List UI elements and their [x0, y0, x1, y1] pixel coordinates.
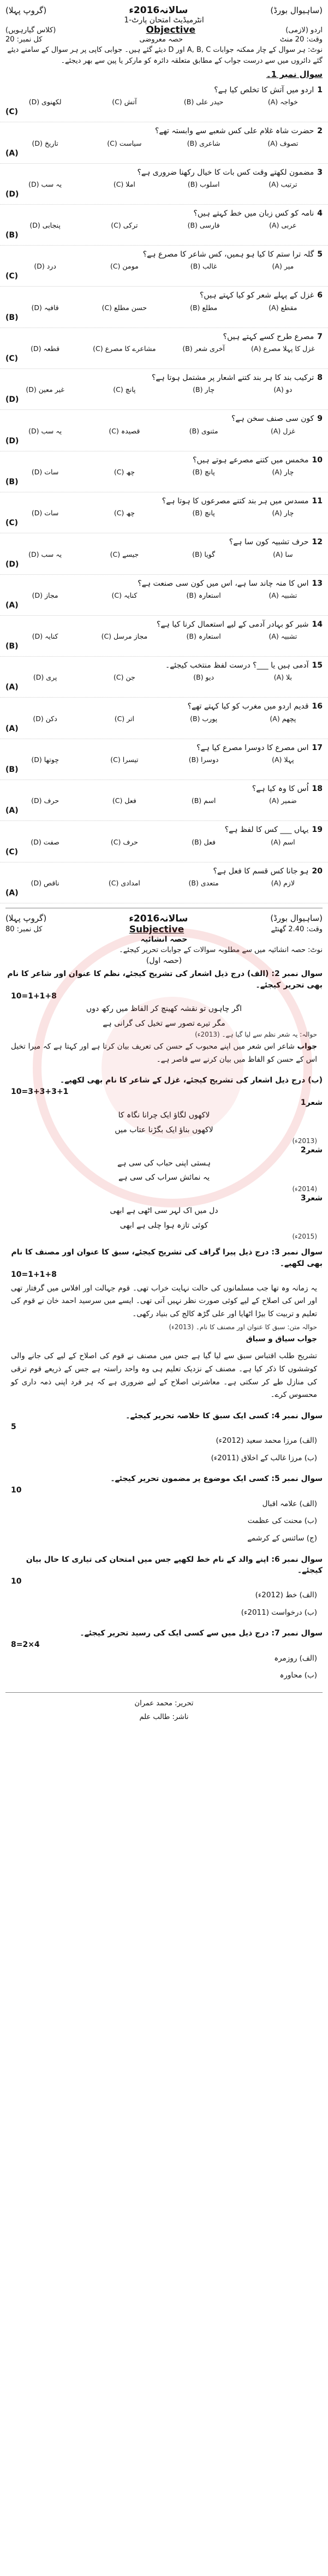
subjective-header — [0, 913, 328, 924]
question-2b — [0, 1072, 328, 1244]
mcq-option: (D) صفت — [31, 837, 59, 846]
mcq-options — [5, 427, 323, 435]
mcq-option: (A) چار — [272, 467, 294, 476]
sher-line: کوئی تازہ ہوا چلی ہے ابھی — [120, 1221, 208, 1230]
mcq-item — [0, 369, 328, 410]
footer-divider — [5, 1692, 323, 1693]
q5-item: (ب) محنت کی عظمت — [247, 1516, 317, 1526]
mcq-option: (B) اسلوب — [187, 180, 220, 188]
question-6 — [0, 1551, 328, 1625]
q3-answer-text: تشریح طلب اقتباس سبق سے لیا گیا ہے جس میں مصنف نے قوم کی اصلاح کے لیے کی جانے والی کوششوں کا ذکر کیا ہے۔ مصنف کے نزدیک تعلیم ہی وہ واحد راستہ ہے جس کے ذریعے قوم ترقی کی منازل طے کر سکتی ہے۔ معاشرتی اصلاح کے لیے ضروری ہے کہ ہر فرد اپنی ذمہ داری کو محسوس کرے۔ — [11, 1352, 317, 1400]
mcq-options — [5, 715, 323, 723]
mcq-option: (D) تاریخ — [32, 139, 58, 147]
mcq-option: (D) غیر معین — [26, 385, 64, 394]
mcq-answer: (C) — [5, 847, 19, 856]
mcq-text: مصرع طرح کسے کہتے ہیں؟ — [223, 332, 314, 341]
mcq-question — [5, 660, 323, 671]
mcq-question — [5, 783, 323, 794]
mcq-text: نامہ کو کس زبان میں خط کہتے ہیں؟ — [193, 209, 314, 218]
mcq-number: 10 — [312, 455, 323, 465]
time-marks-row — [0, 35, 328, 44]
class-info: (کلاس گیارہویں) — [5, 26, 56, 34]
mcq-option: (B) حیدر علی — [183, 98, 224, 106]
q2-verse-2: مگر تیرے تصور سے تخیل کی گرانی ہے — [103, 1019, 225, 1028]
mcq-question — [5, 578, 323, 589]
mcq-option: (D) یہ سب — [28, 180, 62, 188]
sher-line: دل میں اک لہر سی اٹھی ہے ابھی — [110, 1206, 218, 1216]
mcq-option: (C) جیسے — [110, 550, 139, 558]
mcq-text: اس مصرع کا دوسرا مصرع کیا ہے؟ — [196, 743, 309, 752]
mcq-answer: (B) — [5, 642, 19, 651]
subj-time: وقت: 2.40 گھنٹے — [271, 925, 323, 934]
mcq-option: (A) تشبیہ — [269, 591, 297, 599]
mcq-option: (A) پہلا — [272, 755, 294, 764]
mcq-options — [5, 304, 323, 312]
mcq-text: مضمون لکھتے وقت کس بات کا خیال رکھنا ضروری ہے؟ — [137, 168, 314, 177]
mcq-question — [5, 249, 323, 260]
mcq-question — [5, 701, 323, 712]
sher-label: شعر2 — [300, 1146, 323, 1155]
q7-item: (الف) روزمرہ — [274, 1653, 317, 1663]
mcq-options — [5, 98, 323, 106]
mcq-options — [5, 673, 323, 681]
mcq-item — [0, 698, 328, 739]
objective-label: Objective — [146, 25, 196, 35]
mcq-item — [0, 862, 328, 903]
mcq-options — [5, 591, 323, 599]
q2-answer-text: شاعر اس شعر میں اپنے محبوب کے حسن کی تعریف بیان کرتا ہے اور کہتا ہے کہ میرا تخیل اس کے حسن کو الفاظ میں بیان کرنے سے قاصر ہے۔ — [11, 1042, 317, 1064]
sher-label: شعر1 — [300, 1098, 323, 1107]
mcq-number: 3 — [317, 168, 323, 177]
mcq-option: (B) پانچ — [192, 467, 215, 476]
mcq-option: (B) چار — [193, 385, 215, 394]
sher-line: لاکھوں بناؤ ایک بگڑنا عتاب میں — [115, 1125, 213, 1134]
mcq-options — [5, 838, 323, 846]
sher-item — [5, 1097, 323, 1145]
q7-item: (ب) محاورہ — [279, 1671, 317, 1680]
footer-line-2: ناشر: طالب علم — [139, 1712, 189, 1721]
mcq-question — [5, 331, 323, 342]
mcq-option: (B) آخری شعر — [182, 344, 225, 353]
mcq-answer: (B) — [5, 231, 19, 240]
mcq-question — [5, 167, 323, 178]
mcq-options — [5, 796, 323, 805]
mcq-text: حرف تشبیہ کون سا ہے؟ — [229, 538, 309, 547]
mcq-option: (D) سات — [31, 467, 59, 476]
mcq-option: (B) شاعری — [187, 139, 220, 147]
mcq-options — [5, 344, 323, 353]
mcq-option: (D) چوتھا — [31, 755, 59, 764]
mcq-text: غزل کے پہلے شعر کو کیا کہتے ہیں؟ — [200, 291, 314, 300]
mcq-options — [5, 468, 323, 476]
mcq-option: (A) ضمیر — [269, 796, 297, 805]
mcq-option: (C) اتر — [114, 714, 135, 723]
mcq-option: (A) پچھم — [270, 714, 296, 723]
mcq-answer: (B) — [5, 313, 19, 322]
mcq-option: (D) مجاز — [32, 591, 58, 599]
question-7 — [0, 1625, 328, 1688]
q4-item: (الف) مرزا محمد سعید (2012ء) — [216, 1436, 317, 1445]
mcq-number: 11 — [312, 496, 323, 505]
mcq-answer: (C) — [5, 108, 19, 117]
mcq-item — [0, 739, 328, 780]
mcq-option: (D) ناقص — [31, 878, 59, 887]
mcq-option: (A) اسم — [271, 837, 295, 846]
mcq-item — [0, 616, 328, 657]
mcq-question — [5, 126, 323, 136]
mcq-option: (A) غزل — [270, 426, 295, 435]
mcq-option: (C) املا — [113, 180, 135, 188]
mcq-option: (B) استعارہ — [186, 632, 221, 641]
mcq-option: (A) بلا — [273, 673, 292, 682]
mcq-option: (B) پانچ — [192, 509, 215, 517]
mcq-number: 5 — [317, 250, 323, 259]
mcq-option: (C) حرف — [110, 837, 138, 846]
mcq-number: 12 — [312, 538, 323, 547]
mcq-number: 15 — [312, 661, 323, 670]
q5-item: (ج) سائنس کے کرشمے — [247, 1533, 317, 1543]
question-4 — [0, 1407, 328, 1471]
q4-heading: سوال نمبر 4: کسی ایک سبق کا خلاصہ تحریر کیجئے۔ — [126, 1411, 323, 1420]
subj-group-label: (گروپ پہلا) — [5, 913, 47, 924]
mcq-option: (C) آتش — [112, 98, 137, 106]
q6-marks: 10 — [11, 1577, 22, 1586]
sher-reference: (2015ء) — [292, 1233, 317, 1241]
mcq-text: گلہ ترا ستم کا کیا ہو ہمیں، کس شاعر کا مصرع ہے؟ — [142, 250, 314, 259]
mcq-option: (C) چھ — [114, 509, 135, 517]
mcq-option: (A) مقطع — [269, 303, 297, 312]
mcq-number: 6 — [317, 291, 323, 300]
q3-answer-head: سیاق و سباق — [246, 1334, 295, 1343]
subject-name: اردو (لازمی) — [285, 26, 323, 34]
mcq-option: (D) درد — [34, 262, 56, 271]
q6-item: (ب) درخواست (2011ء) — [241, 1608, 317, 1617]
q5-item: (الف) علامہ اقبال — [262, 1499, 317, 1508]
q2b-heading: (ب) درج ذیل اشعار کی تشریح کیجئے، غزل کے شاعر کا نام بھی لکھیے۔ — [60, 1076, 323, 1085]
mcq-text: حضرت شاہ غلام علی کس شعبے سے وابستہ تھے؟ — [154, 127, 314, 136]
mcq-option: (D) کنایہ — [32, 632, 58, 641]
mcq-option: (A) دو — [273, 385, 293, 394]
board-label: (ساہیوال بورڈ) — [270, 5, 323, 15]
mcq-answer: (C) — [5, 354, 19, 364]
mcq-item — [0, 410, 328, 451]
q7-heading: سوال نمبر 7: درج ذیل میں سے کسی ایک کی رسید تحریر کیجئے۔ — [80, 1629, 323, 1638]
mcq-option: (D) دکن — [33, 714, 57, 723]
mcq-question — [5, 372, 323, 383]
mcq-answer: (D) — [5, 395, 19, 404]
q6-item: (الف) خط (2012ء) — [255, 1591, 317, 1600]
mcq-options — [5, 262, 323, 270]
mcq-option: (D) قطعہ — [31, 344, 60, 353]
mcq-answer: (A) — [5, 806, 19, 816]
mcq-text: ہو جانا کس قسم کا فعل ہے؟ — [213, 866, 309, 876]
q2-verse-1: اگر چاہوں تو نقشہ کھینچ کر الفاظ میں رکھ دوں — [86, 1004, 242, 1014]
mcq-number: 13 — [312, 579, 323, 588]
subj-board-label: (ساہیوال بورڈ) — [270, 913, 323, 924]
mcq-option: (C) سیاست — [107, 139, 142, 147]
mcq-options — [5, 879, 323, 887]
mcq-answer: (A) — [5, 724, 19, 733]
q2-marks: 10=1+1+8 — [11, 992, 57, 1001]
mcq-question — [5, 85, 323, 96]
q2b-marks: 10=3+3+3+1 — [11, 1087, 69, 1096]
mcq-option: (C) ترکی — [111, 221, 138, 230]
subj-total-marks: کل نمبر: 80 — [5, 925, 43, 934]
q2-answer-label: جواب — [297, 1042, 317, 1051]
footer-line-1: تحریر: محمد عمران — [134, 1699, 194, 1708]
mcq-item — [0, 287, 328, 328]
time-allowed: وقت: 20 منٹ — [279, 35, 323, 44]
meta-row — [0, 25, 328, 35]
mcq-item — [0, 821, 328, 862]
subj-exam-year: سالانہ2016ء — [129, 913, 188, 924]
group-label: (گروپ پہلا) — [5, 5, 47, 15]
objective-header — [0, 4, 328, 16]
mcq-number: 4 — [317, 209, 323, 218]
mcq-number: 2 — [317, 127, 323, 136]
mcq-answer: (A) — [5, 600, 19, 610]
mcq-text: ترکیب بند کا ہر بند کتنے اشعار پر مشتمل ہوتا ہے؟ — [152, 373, 314, 383]
sher-list — [5, 1097, 323, 1240]
mcq-text: اس کا منہ چاند سا ہے، اس میں کون سی صنعت ہے؟ — [138, 579, 309, 588]
mcq-question — [5, 455, 323, 466]
mcq-question — [5, 619, 323, 630]
mcq-question — [5, 824, 323, 835]
subj-section-title: حصہ انشائیہ — [140, 935, 188, 944]
instructions: نوٹ: ہر سوال کے چار ممکنہ جوابات A, B, C اور D دیئے گئے ہیں۔ جوابی کاپی پر ہر سوال کے سامنے دیئے گئے دائروں میں سے درست جواب کے مطابق متعلقہ دائرہ کو مارکر یا پین سے بھر دیجئے۔ — [7, 46, 323, 65]
mcq-item — [0, 451, 328, 492]
mcq-item — [0, 164, 328, 205]
mcq-option: (A) سا — [273, 550, 293, 558]
sher-reference: (2013ء) — [292, 1137, 317, 1145]
mcq-number: 17 — [312, 743, 323, 752]
mcq-text: مخمس میں کتنے مصرعے ہوتے ہیں؟ — [193, 455, 309, 465]
mcq-option: (B) اسم — [191, 796, 216, 805]
subjective-label: Subjective — [129, 924, 184, 935]
q3-answer-label: جواب — [297, 1334, 317, 1343]
exam-subtitle: انٹرمیڈیٹ امتحان پارٹ-1 — [124, 16, 204, 25]
mcq-item — [0, 533, 328, 574]
sher-item — [5, 1145, 323, 1192]
mcq-option: (D) لکھنوی — [28, 98, 62, 106]
mcq-option: (C) مشاعرے کا مصرع — [93, 344, 156, 353]
mcq-option: (C) حسن مطلع — [102, 303, 147, 312]
mcq-text: اردو میں آتش کا تخلص کیا ہے؟ — [214, 86, 314, 94]
sher-line: یہ نمائش سراب کی سی ہے — [118, 1173, 210, 1182]
mcq-number: 18 — [312, 784, 323, 794]
mcq-text: اُس کا وہ کیا ہے؟ — [252, 784, 309, 794]
question-2 — [0, 965, 328, 1072]
mcq-option: (B) مطلع — [190, 303, 218, 312]
mcq-question — [5, 866, 323, 877]
mcq-option: (C) کنایہ — [111, 591, 138, 599]
q5-heading: سوال نمبر 5: کسی ایک موضوع پر مضمون تحریر کیجئے۔ — [110, 1474, 323, 1484]
mcq-option: (A) میر — [272, 262, 294, 271]
q3-passage: یہ زمانہ وہ تھا جب مسلمانوں کی حالت نہایت خراب تھی۔ قوم جہالت اور افلاس میں گرفتار تھی اور اس کی اصلاح کے لیے کوئی صورت نظر نہیں آتی تھی۔ ایسے میں سرسید احمد خان نے قوم کی تعلیم و تربیت کا بیڑا اٹھایا اور علی گڑھ کالج کی بنیاد رکھی۔ — [11, 1283, 317, 1319]
mcq-list — [0, 81, 328, 903]
subj-part-label: (حصہ اول) — [146, 956, 182, 966]
mcq-option: (A) غزل کا پہلا مصرع — [251, 344, 315, 353]
mcq-question — [5, 290, 323, 301]
mcq-text: شیر کو بہادر آدمی کے لیے استعمال کرنا کیا ہے؟ — [156, 620, 309, 629]
mcq-option: (A) خواجہ — [267, 98, 298, 106]
mcq-option: (A) ترتیب — [269, 180, 297, 188]
mcq-item — [0, 328, 328, 369]
mcq-number: 7 — [317, 332, 323, 341]
mcq-item — [0, 122, 328, 163]
q6-heading: سوال نمبر 6: اپنے والد کے نام خط لکھیے جس میں امتحان کی تیاری کا حال بیان کیجئے۔ — [26, 1555, 323, 1575]
q4-marks: 5 — [11, 1423, 16, 1432]
mcq-number: 14 — [312, 620, 323, 629]
mcq-number: 16 — [312, 702, 323, 711]
mcq-number: 9 — [317, 414, 323, 424]
mcq-option: (C) مومن — [110, 262, 139, 271]
mcq-option: (B) دوسرا — [188, 755, 219, 764]
mcq-options — [5, 221, 323, 229]
mcq-number: 20 — [312, 866, 323, 876]
remaining-questions — [0, 1407, 328, 1688]
mcq-options — [5, 550, 323, 558]
mcq-option: (B) فارسی — [187, 221, 220, 230]
mcq-text: قدیم اردو میں مغرب کو کیا کہتے تھے؟ — [187, 702, 309, 711]
mcq-answer: (A) — [5, 888, 19, 897]
mcq-answer: (D) — [5, 436, 19, 445]
q7-marks: 8=2×4 — [11, 1640, 40, 1649]
mcq-option: (D) یہ سب — [28, 550, 62, 558]
mcq-options — [5, 632, 323, 640]
mcq-option: (C) چھ — [114, 467, 135, 476]
mcq-answer: (C) — [5, 519, 19, 528]
sher-line: ہستی اپنی حباب کی سی ہے — [117, 1158, 211, 1168]
mcq-options — [5, 139, 323, 147]
exam-year: سالانہ2016ء — [129, 5, 188, 16]
total-marks: کل نمبر: 20 — [5, 35, 43, 44]
mcq-option: (D) پری — [33, 673, 57, 682]
q5-marks: 10 — [11, 1485, 22, 1495]
mcq-option: (C) امدادی — [108, 878, 140, 887]
mcq-question — [5, 537, 323, 548]
mcq-question — [5, 413, 323, 424]
mcq-item — [0, 780, 328, 821]
mcq-option: (C) مجاز مرسل — [101, 632, 148, 641]
q3-heading: سوال نمبر 3: درج ذیل پیرا گراف کی تشریح کیجئے، سبق کا عنوان اور مصنف کا نام بھی لکھیے۔ — [11, 1248, 323, 1268]
mcq-answer: (B) — [5, 765, 19, 775]
q4-item: (ب) مرزا غالب کے اخلاق (2011ء) — [211, 1453, 317, 1462]
mcq-options — [5, 509, 323, 517]
q2-heading: سوال نمبر 2: (الف) درج ذیل اشعار کی تشریح کیجئے، نظم کا عنوان اور شاعر کا نام بھی تحریر کیجئے۔ — [7, 969, 323, 990]
mcq-option: (C) قصیدہ — [109, 426, 140, 435]
mcq-option: (B) دیو — [193, 673, 214, 682]
mcq-item — [0, 246, 328, 287]
mcq-option: (A) چار — [272, 509, 294, 517]
objective-urdu: حصہ معروضی — [139, 35, 183, 44]
mcq-option: (A) لازم — [271, 878, 295, 887]
mcq-option: (B) پورب — [190, 714, 218, 723]
mcq-option: (D) پنجابی — [29, 221, 61, 230]
mcq-answer: (D) — [5, 560, 19, 569]
sher-reference: (2014ء) — [292, 1185, 317, 1193]
mcq-item — [0, 575, 328, 616]
mcq-question — [5, 208, 323, 219]
mcq-answer: (A) — [5, 683, 19, 692]
mcq-option: (B) مثنوی — [189, 426, 218, 435]
mcq-answer: (D) — [5, 189, 19, 199]
mcq-option: (D) سات — [31, 509, 59, 517]
subj-meta-row — [0, 924, 328, 935]
mcq-option: (D) یہ سب — [28, 426, 62, 435]
mcq-option: (B) استعارہ — [186, 591, 221, 599]
question-3 — [0, 1244, 328, 1407]
mcq-question — [5, 742, 323, 753]
mcq-option: (C) جن — [114, 673, 135, 682]
mcq-options — [5, 385, 323, 394]
mcq-answer: (C) — [5, 272, 19, 281]
mcq-option: (C) تیسرا — [110, 755, 139, 764]
mcq-option: (A) تشبیہ — [269, 632, 297, 641]
mcq-item — [0, 205, 328, 246]
mcq-option: (C) پانچ — [113, 385, 136, 394]
mcq-option: (D) حرف — [31, 796, 59, 805]
sher-label: شعر3 — [300, 1193, 323, 1203]
mcq-answer: (B) — [5, 477, 19, 486]
mcq-text: مسدس میں ہر بند کتنے مصرعوں کا ہوتا ہے؟ — [162, 496, 309, 505]
mcq-option: (B) گویا — [192, 550, 216, 558]
mcq-number: 19 — [312, 825, 323, 835]
subj-note: نوٹ: حصہ انشائیہ میں سے مطلوبہ سوالات کے جوابات تحریر کیجئے۔ — [119, 945, 323, 954]
mcq-options — [5, 180, 323, 188]
mcq-option: (B) متعدی — [188, 878, 219, 887]
mcq-item — [0, 492, 328, 533]
q2-reference: حوالہ: یہ شعر نظم سے لیا گیا ہے۔ (2013ء) — [195, 1031, 317, 1039]
mcq-question — [5, 496, 323, 507]
mcq-item — [0, 81, 328, 122]
mcq-option: (A) تصوف — [267, 139, 299, 147]
mcq-options — [5, 755, 323, 764]
mcq-answer: (A) — [5, 148, 19, 158]
q3-reference: حوالہ متن: سبق کا عنوان اور مصنف کا نام۔ (2013ء) — [169, 1323, 317, 1331]
question-1-heading: سوال نمبر 1۔ — [266, 69, 323, 79]
mcq-number: 8 — [317, 373, 323, 383]
mcq-text: آدمی ہیں یا ___؟ درست لفظ منتخب کیجئے۔ — [165, 661, 309, 670]
mcq-option: (B) فعل — [192, 837, 216, 846]
question-5 — [0, 1470, 328, 1550]
mcq-option: (B) غالب — [190, 262, 217, 271]
sher-line: لاکھوں لگاؤ ایک چرانا نگاہ کا — [118, 1111, 210, 1120]
mcq-number: 1 — [317, 86, 323, 94]
mcq-text: یہاں ___ کس کا لفظ ہے؟ — [224, 825, 309, 835]
mcq-option: (A) عربی — [269, 221, 297, 230]
mcq-option: (D) قافیہ — [31, 303, 59, 312]
mcq-option: (C) فعل — [112, 796, 136, 805]
mcq-text: کون سی صنف سخن ہے؟ — [231, 414, 314, 424]
q3-marks: 10=1+1+8 — [11, 1270, 57, 1279]
sher-item — [5, 1193, 323, 1240]
mcq-item — [0, 657, 328, 698]
